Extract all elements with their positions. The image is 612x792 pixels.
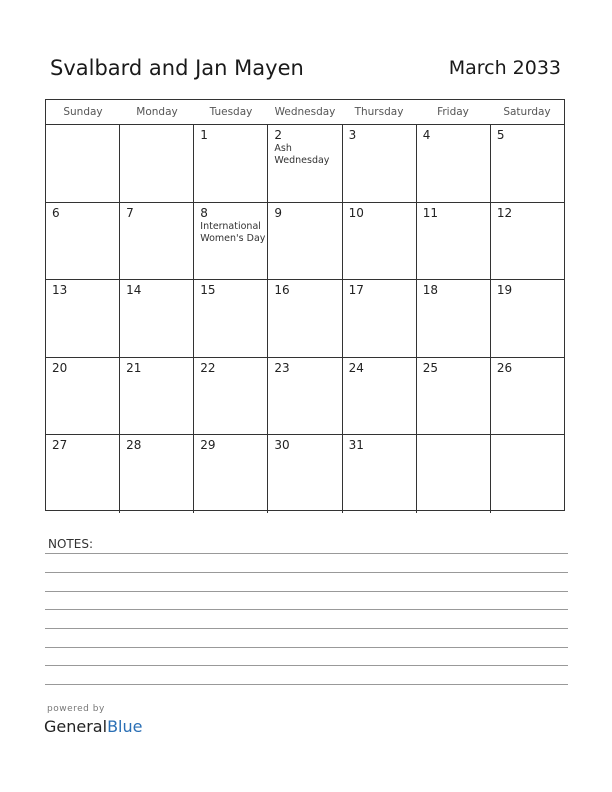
generalblue-logo [44,717,142,736]
day-number: 19 [496,283,513,297]
holiday-label: International Women's Day [200,220,266,244]
weekday-wednesday: Wednesday [274,106,336,118]
weekday-tuesday: Tuesday [209,106,253,118]
day-cell [268,358,342,435]
day-cell [491,125,564,202]
day-cell [343,358,417,435]
day-cell [343,203,417,280]
day-cell [46,358,120,435]
day-cell [491,358,564,435]
day-number: 29 [200,438,216,452]
weekday-thursday: Thursday [354,106,404,118]
day-number: 24 [348,360,364,375]
day-cell [194,358,268,435]
day-cell [194,435,268,513]
day-cell [417,125,491,202]
week-row [46,203,564,281]
day-number: 11 [422,205,438,220]
note-line [45,684,568,685]
day-number: 14 [126,283,142,297]
day-number: 26 [496,360,513,375]
weekday-sunday: Sunday [63,106,103,118]
day-number: 13 [52,283,68,297]
day-cell [491,203,564,280]
week-row [46,125,564,203]
day-cell [46,435,120,513]
notes-label: NOTES: [48,537,93,551]
calendar-country-title: Svalbard and Jan Mayen [50,56,304,80]
day-number: 5 [496,128,505,142]
day-cell [268,203,342,280]
day-cell [343,280,417,357]
day-number: 8 [200,205,208,220]
day-number: 18 [422,283,438,297]
day-number: 6 [52,205,60,220]
day-number: 2 [274,128,283,142]
day-cell [46,125,120,202]
day-cell [491,280,564,357]
day-cell [417,358,491,435]
day-cell [194,280,268,357]
weekday-friday: Friday [437,106,469,118]
day-number: 10 [348,205,364,220]
note-line [45,553,568,554]
weekday-saturday: Saturday [503,106,551,118]
day-number: 3 [348,128,357,142]
weekday-monday: Monday [136,106,178,118]
day-cell [268,435,342,513]
day-number: 28 [126,438,142,452]
day-cell [120,358,194,435]
calendar-month-title: March 2033 [448,57,561,79]
day-number: 12 [496,205,513,220]
week-row [46,280,564,358]
day-cell [194,125,268,202]
day-cell [194,203,268,280]
day-cell [46,203,120,280]
day-number: 23 [274,360,290,375]
note-line [45,647,568,648]
logo-blue: Blue [107,717,143,736]
day-cell [491,435,564,513]
week-row [46,358,564,436]
day-number: 20 [52,360,68,375]
calendar-weeks [46,125,564,513]
day-number: 30 [274,438,290,452]
day-number: 25 [422,360,438,375]
weekday-header-row [46,100,564,125]
holiday-label: Ash Wednesday [274,143,330,166]
day-number: 17 [348,283,364,297]
note-line [45,628,568,629]
logo-general: General [44,717,108,736]
day-cell [417,203,491,280]
day-number: 1 [200,128,208,142]
note-line [45,572,568,573]
day-cell [120,125,194,202]
day-cell [268,280,342,357]
day-number: 22 [200,360,216,375]
day-number: 21 [126,360,142,375]
day-number: 15 [200,283,216,297]
day-cell [343,435,417,513]
day-cell [46,280,120,357]
day-cell [417,435,491,513]
powered-by-text: powered by [47,704,105,714]
day-cell [268,125,342,202]
day-number: 16 [274,283,290,297]
note-line [45,609,568,610]
day-cell [417,280,491,357]
day-cell [120,280,194,357]
day-number: 4 [422,128,431,142]
note-line [45,591,568,592]
week-row [46,435,564,513]
day-cell [120,435,194,513]
day-number: 27 [52,438,68,452]
note-line [45,665,568,666]
day-number: 7 [126,205,134,220]
day-number: 31 [348,438,364,452]
day-cell [120,203,194,280]
day-number: 9 [274,205,283,220]
day-cell [343,125,417,202]
calendar-grid [45,99,565,511]
